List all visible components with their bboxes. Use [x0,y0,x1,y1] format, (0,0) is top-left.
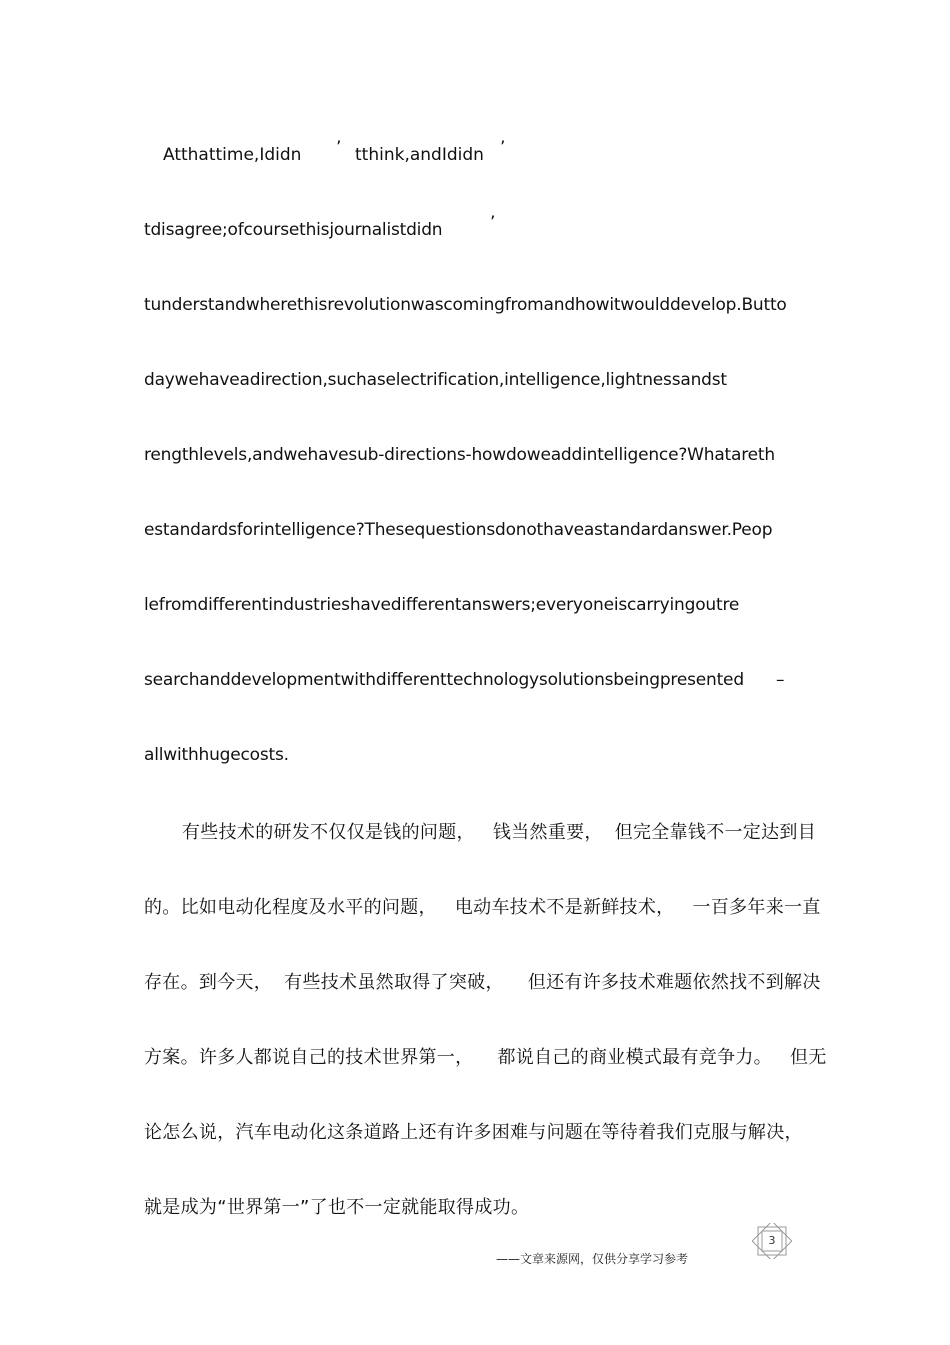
text-line: searchanddevelopmentwithdifferenttechnologysolutionsbeingpresented [144,670,744,690]
apostrophe-mark: ’ [500,138,506,158]
text-line: tunderstandwherethisrevolutionwascomingfromandhowitwoulddevelop.Butto [144,295,787,315]
text-line: 有些技术的研发不仅仅是钱的问题， 钱当然重要， 但完全靠钱不一定达到目 [182,822,817,843]
text-line: 方案。许多人都说自己的技术世界第一， 都说自己的商业模式最有竞争力。 但无 [144,1047,827,1068]
apostrophe-mark: ’ [336,138,342,158]
apostrophe-mark: ’ [490,213,496,233]
source-footer: ——文章来源网，仅供分享学习参考 [496,1252,689,1266]
text-line: tdisagree;ofcoursethisjournalistdidn [144,220,443,240]
text-line: 的。比如电动化程度及水平的问题， 电动车技术不是新鲜技术， 一百多年来一直 [144,897,821,918]
text-line: allwithhugecosts. [144,745,289,765]
text-line: rengthlevels,andwehavesub-directions-howdoweaddintelligence?Whatareth [144,445,775,465]
text-line: 存在。到今天， 有些技术虽然取得了突破， 但还有许多技术难题依然找不到解决 [144,972,821,993]
text-line: Atthattime,Ididn [163,145,302,165]
text-line: estandardsforintelligence?Thesequestionsdonothaveastandardanswer.Peop [144,520,773,540]
text-line: 论怎么说，汽车电动化这条道路上还有许多困难与问题在等待着我们克服与解决， [144,1122,803,1143]
text-line: daywehaveadirection,suchaselectrification,intelligence,lightnessandst [144,370,727,390]
text-line: lefromdifferentindustrieshavedifferentanswers;everyoneiscarryingoutre [144,595,740,615]
text-line: 就是成为“世界第一”了也不一定就能取得成功。 [144,1197,530,1218]
text-line: tthink,andIdidn [355,145,484,165]
dash-mark: – [776,670,785,690]
page-number: 3 [768,1234,776,1247]
